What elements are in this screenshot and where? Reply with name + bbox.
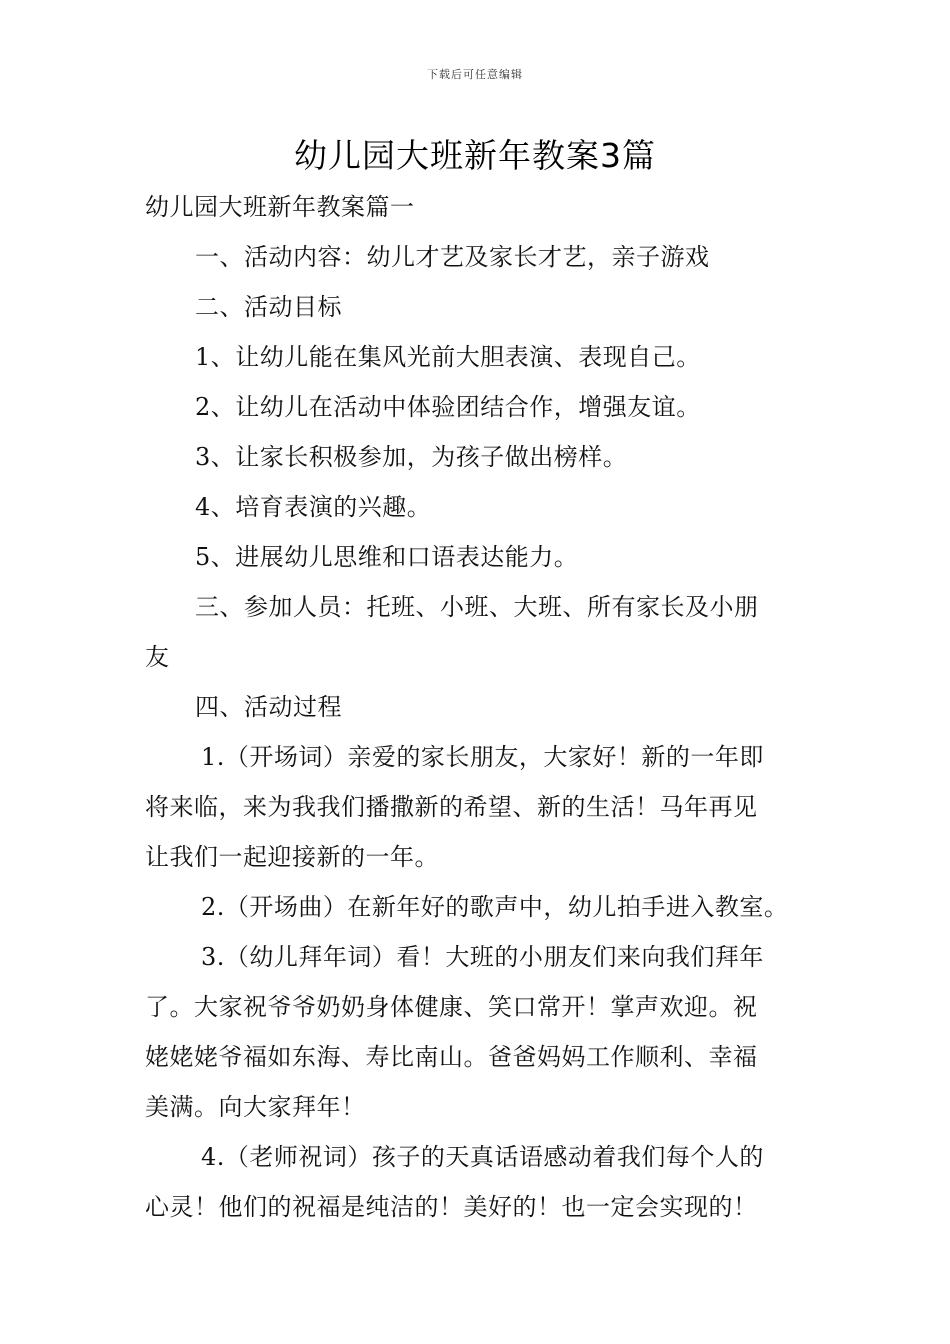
paragraph-line: 了。大家祝爷爷奶奶身体健康、笑口常开！掌声欢迎。祝 [145,993,758,1021]
paragraph-line: 美满。向大家拜年！ [145,1093,366,1121]
paragraph-line: 3.（幼儿拜年词）看！大班的小朋友们来向我们拜年 [201,943,764,971]
paragraph-line: 让我们一起迎接新的一年。 [145,843,439,871]
download-note: 下载后可任意编辑 [427,68,523,81]
paragraph-line: 友 [145,643,170,671]
list-item: 5、进展幼儿思维和口语表达能力。 [195,543,579,571]
paragraph-line: 姥姥姥爷福如东海、寿比南山。爸爸妈妈工作顺利、幸福 [145,1043,758,1071]
list-item: 2、让幼儿在活动中体验团结合作，增强友谊。 [195,393,701,421]
section-heading: 幼儿园大班新年教案篇一 [145,193,415,221]
list-item: 3、让家长积极参加，为孩子做出榜样。 [195,443,628,471]
paragraph-line: 心灵！他们的祝福是纯洁的！美好的！也一定会实现的！ [145,1193,758,1221]
paragraph-line: 将来临，来为我我们播撒新的希望、新的生活！马年再见 [145,793,758,821]
list-item: 4、培育表演的兴趣。 [195,493,432,521]
paragraph-line: 三、参加人员：托班、小班、大班、所有家长及小朋 [195,593,759,621]
paragraph-line: 2.（开场曲）在新年好的歌声中，幼儿拍手进入教室。 [201,893,789,921]
paragraph-line: 一、活动内容：幼儿才艺及家长才艺，亲子游戏 [195,243,710,271]
list-item: 1、让幼儿能在集风光前大胆表演、表现自己。 [195,343,701,371]
document-body [145,182,807,1232]
document-title: 幼儿园大班新年教案3篇 [294,136,656,175]
paragraph-line: 二、活动目标 [195,293,342,321]
paragraph-line: 1.（开场词）亲爱的家长朋友，大家好！新的一年即 [201,743,764,771]
paragraph-line: 4.（老师祝词）孩子的天真话语感动着我们每个人的 [201,1143,764,1171]
paragraph-line: 四、活动过程 [195,693,342,721]
